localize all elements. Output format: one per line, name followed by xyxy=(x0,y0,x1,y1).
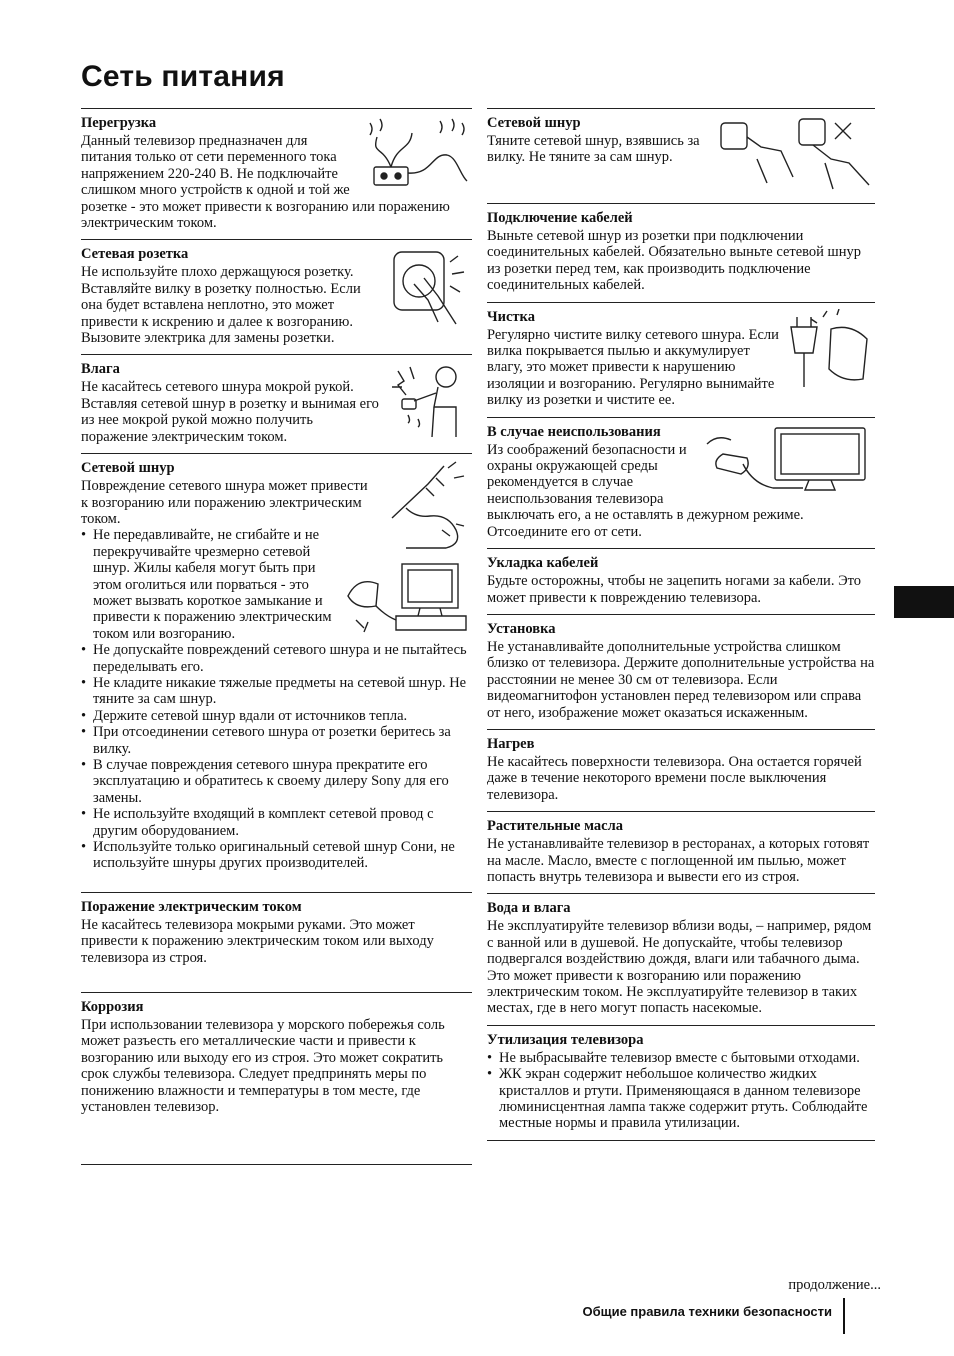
section-body: Выньте сетевой шнур из розетки при подключении соединительных кабелей. Обязательно выньте сетевой шнур из розетки перед тем, как производить подключение соединительных кабелей. xyxy=(487,228,861,294)
page-title: Сеть питания xyxy=(81,60,285,93)
damaged-cord-icon xyxy=(382,460,472,552)
section-body: Регулярно чистите вилку сетевого шнура. Если вилка покрывается пылью и аккумулирует влагу, это может привести к нарушению изоляции и возгоранию. Регулярно вынимайте вилку из розетки и чистите ее. xyxy=(487,326,779,409)
cord-pull-illustration xyxy=(717,115,875,193)
cord-tv-illustration xyxy=(340,558,472,640)
section-installation xyxy=(487,614,875,729)
socket-illustration xyxy=(388,246,472,334)
section-body: Не касайтесь сетевого шнура мокрой рукой. Вставляя сетевой шнур в розетку и вынимая его из нее мокрой рукой можно получить поражение электрическим током. xyxy=(81,379,379,445)
footer-title: Общие правила техники безопасности xyxy=(582,1304,832,1319)
list-item: • При отсоединении сетевого шнура от розетки беритесь за вилку. xyxy=(81,724,472,757)
section-cables xyxy=(487,203,875,302)
section-cord-pull xyxy=(487,108,875,203)
footer-divider xyxy=(843,1298,845,1334)
section-heading: Сетевая розетка xyxy=(81,246,189,263)
list-item: • Не кладите никакие тяжелые предметы на сетевой шнур. Не тяните за сам шнур. xyxy=(81,675,472,708)
left-column xyxy=(81,108,472,1165)
section-heading: Сетевой шнур xyxy=(81,460,175,477)
section-body: Не используйте плохо держащуюся розетку. Вставляйте вилку в розетку полностью. Если она будет вставлена неплотно, это может привести к искрению и далее к возгоранию. Вызовите электрика для замены розетки. xyxy=(81,264,361,347)
loose-plug-icon xyxy=(388,246,472,334)
section-overload xyxy=(81,108,472,239)
section-cleaning xyxy=(487,302,875,417)
overloaded-socket-icon xyxy=(362,115,472,195)
section-heading: Поражение электрическим током xyxy=(81,898,302,915)
section-body: Тяните сетевой шнур, взявшись за вилку. Не тяните за сам шнур. xyxy=(487,133,700,166)
section-heading: Влага xyxy=(81,361,120,378)
section-heading: Подключение кабелей xyxy=(487,210,633,226)
section-body: Не устанавливайте дополнительные устройства слишком близко от телевизора. Держите дополнительные устройства на расстоянии не менее 30 см от телевизора. Если видеомагнитофон установлен перед телевизором или справа от него, изображение может оказаться искаженным. xyxy=(487,638,875,721)
overload-illustration xyxy=(362,115,472,195)
section-disposal xyxy=(487,1025,875,1140)
section-body: Данный телевизор предназначен для питания только от сети переменного тока напряжением 220-240 В. Не подключайте слишком много устройств к одной и той же розетке - это может привести к возгоранию или поражению электрическим током. xyxy=(81,133,450,232)
section-heading: Растительные масла xyxy=(487,818,623,835)
list-item: • Не допускайте повреждений сетевого шнура и не пытайтесь переделывать его. xyxy=(81,642,472,675)
section-body: Не устанавливайте телевизор в ресторанах, а которых готовят на масле. Масло, вместе с поглощенной им пылью, может попасть внутрь телевизора и вывести его из строя. xyxy=(487,836,870,885)
section-unused xyxy=(487,417,875,548)
wet-hand-shock-icon xyxy=(388,361,472,441)
right-column xyxy=(487,108,875,1141)
section-corrosion xyxy=(81,992,472,1163)
section-heading: Вода и влага xyxy=(487,900,571,917)
list-item: • ЖК экран содержит небольшое количество жидких кристаллов и ртути. Применяющаяся в данном телевизоре люминисцентная лампа также содержит ртуть. Соблюдайте местные нормы и правила утилизации. xyxy=(487,1066,875,1132)
section-water xyxy=(487,893,875,1024)
unused-illustration xyxy=(703,424,875,496)
section-body: При использовании телевизора у морского побережья соль может разъесть его металлические части и привести к возгоранию или выходу его из строя. Это может сократить срок службы телевизора. Следует предпринять меры по понижению влажности и температуры в том месте, где установлен телевизор. xyxy=(81,1017,445,1116)
list-item: • Не выбрасывайте телевизор вместе с бытовыми отходами. xyxy=(487,1050,875,1066)
section-socket xyxy=(81,239,472,354)
list-item: • Не передавливайте, не сгибайте и не перекручивайте чрезмерно сетевой шнур. Жилы кабеля могут быть при этом оголиться или порваться - это может вызвать короткое замыкание и привести к поражению электрическим током или возгоранию. xyxy=(81,527,472,642)
column-bottom-rule xyxy=(81,1164,472,1165)
list-item: • В случае повреждения сетевого шнура прекратите его эксплуатацию и обратитесь к своему дилеру Sony для его замены. xyxy=(81,757,472,806)
section-body: Из соображений безопасности и охраны окружающей среды рекомендуется в случае неиспользования телевизора выключать его, а не оставлять в дежурном режиме. Отсоедините его от сети. xyxy=(487,441,804,540)
section-heading: Укладка кабелей xyxy=(487,555,599,572)
section-heat xyxy=(487,729,875,811)
moisture-illustration xyxy=(388,361,472,441)
section-heading: Перегрузка xyxy=(81,115,157,131)
section-body: Не эксплуатируйте телевизор вблизи воды, – например, рядом с ванной или в душевой. Не допускайте, чтобы телевизор подвергался воздействию дождя, влаги или табачного дыма. Это может привести к возгоранию или поражению электрическим током. Не эксплуатируйте телевизор в таких местах, где в него могут попасть насекомые. xyxy=(487,918,872,1017)
continued-label: продолжение... xyxy=(788,1277,881,1293)
list-item: • Держите сетевой шнур вдали от источников тепла. xyxy=(81,708,472,724)
section-cord xyxy=(81,453,472,892)
section-moisture xyxy=(81,354,472,453)
section-heading: Установка xyxy=(487,620,556,637)
section-heading: Чистка xyxy=(487,308,535,325)
pull-plug-icon xyxy=(717,115,875,193)
section-heading: Утилизация телевизора xyxy=(487,1031,644,1048)
section-body: Не касайтесь телевизора мокрыми руками. Это может привести к поражению электрическим током или выходу телевизора из строя. xyxy=(81,916,434,966)
tv-unplug-icon xyxy=(703,424,875,496)
section-shock xyxy=(81,892,472,992)
cleaning-illustration xyxy=(787,309,875,391)
section-tab-marker xyxy=(894,586,954,618)
cord-illustration xyxy=(382,460,472,552)
section-body: Будьте осторожны, чтобы не зацепить ногами за кабели. Это может привести к повреждению телевизора. xyxy=(487,573,862,606)
section-cable-routing xyxy=(487,548,875,614)
section-body: Повреждение сетевого шнура может привести к возгоранию или поражению электрическим током. xyxy=(81,478,368,527)
tv-on-cord-icon xyxy=(340,558,472,640)
section-body: Не касайтесь поверхности телевизора. Она остается горячей даже в течение некоторого времени после выключения телевизора. xyxy=(487,753,862,803)
section-heading: В случае неиспользования xyxy=(487,423,661,440)
section-oils xyxy=(487,811,875,893)
disposal-bullet-list xyxy=(487,1050,875,1132)
list-item: • Не используйте входящий в комплект сетевой провод с другим оборудованием. xyxy=(81,806,472,839)
section-heading: Коррозия xyxy=(81,999,144,1016)
section-heading: Нагрев xyxy=(487,735,535,752)
column-bottom-rule xyxy=(487,1140,875,1141)
section-heading: Сетевой шнур xyxy=(487,115,581,131)
clean-plug-icon xyxy=(787,309,875,391)
list-item: • Используйте только оригинальный сетевой шнур Сони, не используйте шнуры других производителей. xyxy=(81,839,472,872)
